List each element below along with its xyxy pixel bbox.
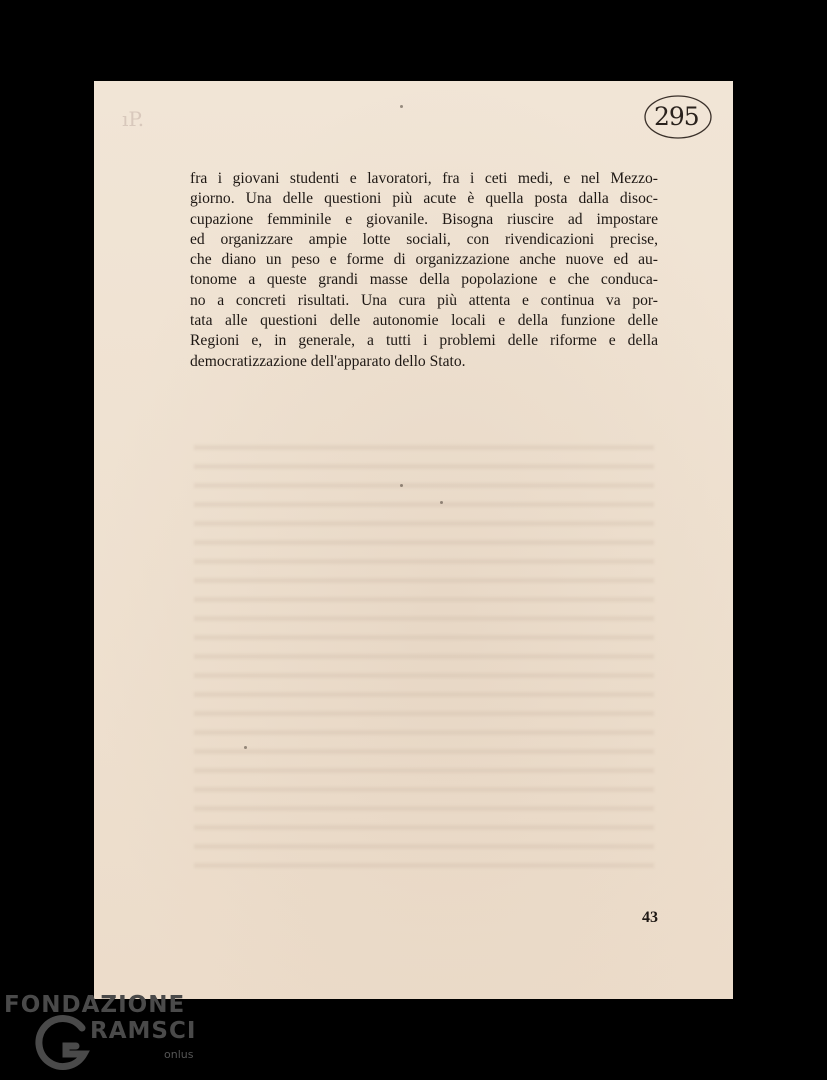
logo-line-2: RAMSCI	[90, 1018, 197, 1044]
body-text	[190, 169, 658, 372]
text-line: tata alle questioni delle autonomie locali e della funzione delle	[190, 312, 658, 330]
text-line: giorno. Una delle questioni più acute è quella posta dalla disoc-	[190, 190, 658, 208]
text-line: democratizzazione dell'apparato dello Stato.	[190, 352, 466, 370]
bleed-through-text	[194, 431, 654, 871]
paper-speck	[400, 484, 403, 487]
fondazione-gramsci-logo	[4, 992, 204, 1077]
text-line: tonome a queste grandi masse della popolazione e che conduca-	[190, 271, 658, 289]
paper-speck	[400, 105, 403, 108]
logo-line-1: FONDAZIONE	[4, 992, 186, 1018]
text-line: Regioni e, in generale, a tutti i problemi delle riforme e della	[190, 332, 658, 350]
text-line: no a concreti risultati. Una cura più attenta e continua va por-	[190, 291, 658, 309]
page-number: 43	[642, 909, 658, 926]
text-line: fra i giovani studenti e lavoratori, fra i ceti medi, e nel Mezzo-	[190, 170, 658, 187]
logo-line-3: onlus	[164, 1048, 194, 1061]
text-line: che diano un peso e forme di organizzazione anche nuove ed au-	[190, 251, 658, 269]
paper-speck	[244, 746, 247, 749]
archive-number-stamp	[642, 91, 714, 141]
text-line: cupazione femminile e giovanile. Bisogna riuscire ad impostare	[190, 210, 658, 228]
g-logo-icon	[32, 1014, 92, 1074]
document-page	[94, 81, 733, 999]
pencil-mark: ıP.	[122, 107, 145, 131]
text-line: ed organizzare ampie lotte sociali, con rivendicazioni precise,	[190, 230, 658, 248]
paper-speck	[440, 501, 443, 504]
archive-number: 295	[654, 102, 699, 131]
